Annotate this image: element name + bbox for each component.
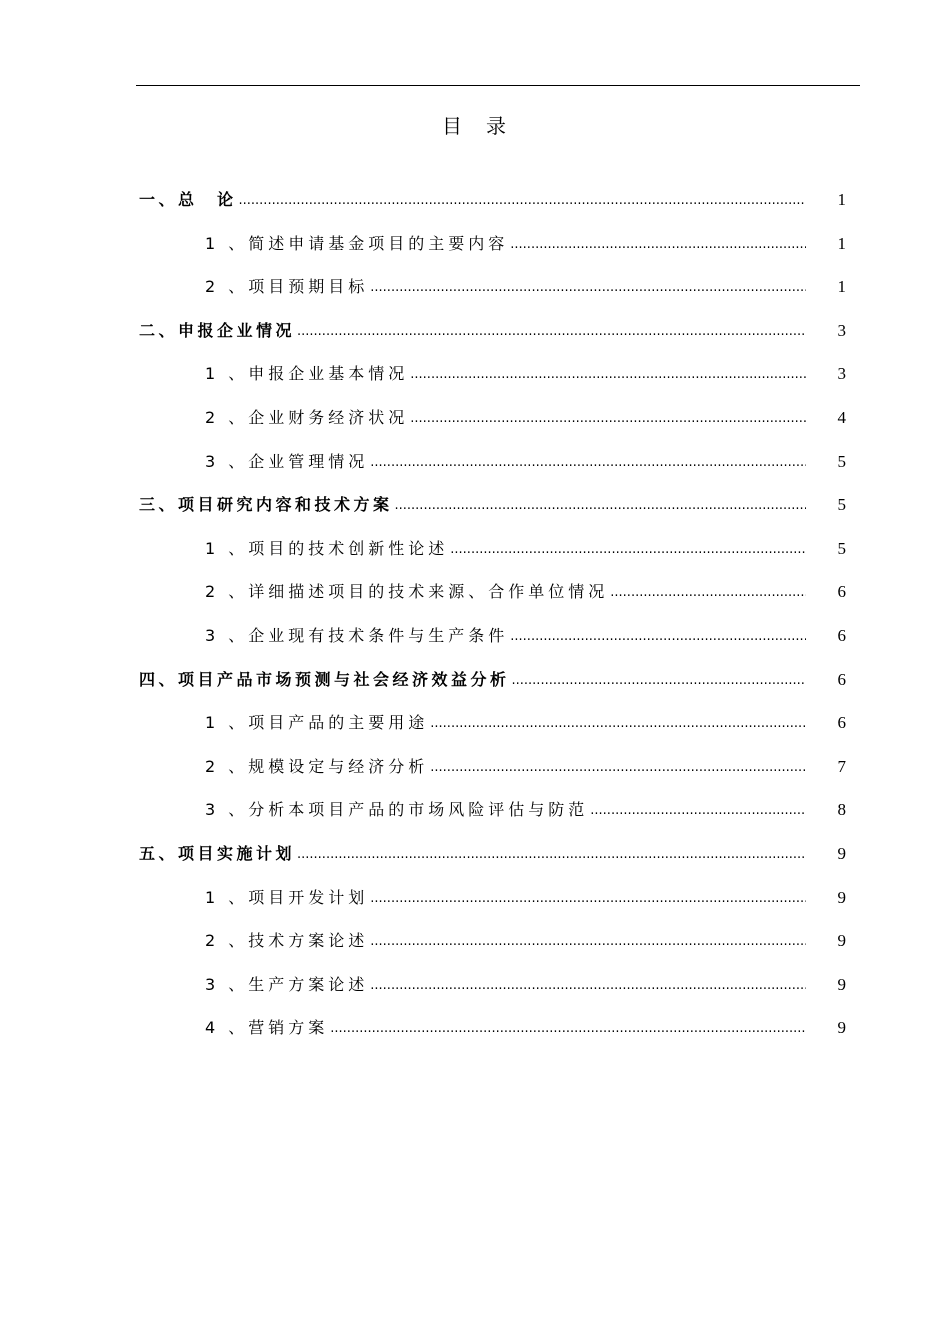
- toc-title: 目 录: [442, 114, 508, 138]
- dot-leader: [430, 707, 806, 741]
- toc-section-entry[interactable]: [139, 881, 846, 925]
- toc-page-number: 9: [837, 931, 846, 951]
- toc-section-entry[interactable]: [139, 270, 846, 314]
- toc-chapter-entry[interactable]: [139, 183, 846, 227]
- toc-page-number: 5: [837, 451, 846, 471]
- toc-section-entry[interactable]: [139, 532, 846, 576]
- toc-page-number: 3: [837, 320, 846, 340]
- toc-entry-label: 3 、企业现有技术条件与生产条件: [205, 625, 509, 645]
- dot-leader: [610, 576, 806, 610]
- toc-entry-label: 4 、营销方案: [205, 1018, 329, 1038]
- toc-entry-label: 三、项目研究内容和技术方案: [139, 495, 393, 515]
- toc-chapter-entry[interactable]: [139, 837, 846, 881]
- toc-section-entry[interactable]: [139, 227, 846, 271]
- toc-section-entry[interactable]: [139, 750, 846, 794]
- dot-leader: [450, 533, 806, 567]
- toc-page-number: 3: [837, 364, 846, 384]
- toc-entry-label: 1 、简述申请基金项目的主要内容: [205, 233, 509, 253]
- toc-page-number: 4: [837, 407, 846, 427]
- dot-leader: [370, 882, 806, 916]
- toc-entry-label: 一、总 论: [139, 190, 237, 209]
- toc-section-entry[interactable]: [139, 924, 846, 968]
- toc-entry-label: 二、申报企业情况: [139, 320, 296, 340]
- toc-entry-label: 2 、规模设定与经济分析: [205, 756, 429, 776]
- toc-section-entry[interactable]: [139, 1011, 846, 1055]
- toc-page-number: 5: [837, 538, 846, 558]
- toc-entry-label: 四、项目产品市场预测与社会经济效益分析: [139, 669, 510, 689]
- dot-leader: [430, 751, 806, 785]
- toc-page-number: 9: [837, 974, 846, 994]
- toc-entry-label: 3 、企业管理情况: [205, 451, 369, 471]
- dot-leader: [512, 664, 806, 698]
- toc-entry-label: 2 、技术方案论述: [205, 931, 369, 951]
- toc-entry-label: 1 、项目产品的主要用途: [205, 713, 429, 733]
- toc-page-number: 6: [837, 582, 846, 602]
- toc-section-entry[interactable]: [139, 706, 846, 750]
- dot-leader: [510, 620, 806, 654]
- header-rule: [136, 85, 860, 86]
- dot-leader: [370, 446, 806, 480]
- toc-page-number: 9: [837, 1018, 846, 1038]
- toc-page-number: 1: [837, 190, 846, 209]
- dot-leader: [330, 1012, 806, 1046]
- dot-leader: [510, 228, 806, 262]
- dot-leader: [395, 489, 806, 523]
- toc-entry-label: 3 、生产方案论述: [205, 974, 369, 994]
- dot-leader: [410, 358, 806, 392]
- dot-leader: [239, 184, 806, 218]
- toc-entry-label: 2 、详细描述项目的技术来源、合作单位情况: [205, 582, 609, 602]
- toc-entry-label: 1 、申报企业基本情况: [205, 364, 409, 384]
- toc-page-number: 1: [837, 277, 846, 297]
- dot-leader: [410, 402, 806, 436]
- toc-entry-label: 2 、企业财务经济状况: [205, 407, 409, 427]
- toc-page-number: 9: [837, 843, 846, 863]
- toc-page-number: 6: [837, 625, 846, 645]
- toc-entry-label: 五、项目实施计划: [139, 843, 296, 863]
- toc-chapter-entry[interactable]: [139, 314, 846, 358]
- toc-section-entry[interactable]: [139, 575, 846, 619]
- toc-section-entry[interactable]: [139, 619, 846, 663]
- toc-chapter-entry[interactable]: [139, 488, 846, 532]
- table-of-contents: [139, 183, 846, 1055]
- toc-page-number: 8: [837, 800, 846, 820]
- toc-page-number: 9: [837, 887, 846, 907]
- dot-leader: [297, 315, 806, 349]
- toc-page-number: 7: [837, 756, 846, 776]
- dot-leader: [370, 925, 806, 959]
- toc-page-number: 6: [837, 713, 846, 733]
- toc-section-entry[interactable]: [139, 968, 846, 1012]
- toc-section-entry[interactable]: [139, 357, 846, 401]
- toc-chapter-entry[interactable]: [139, 663, 846, 707]
- toc-entry-label: 1 、项目开发计划: [205, 887, 369, 907]
- dot-leader: [370, 969, 806, 1003]
- toc-section-entry[interactable]: [139, 445, 846, 489]
- toc-entry-label: 1 、项目的技术创新性论述: [205, 538, 449, 558]
- dot-leader: [297, 838, 806, 872]
- toc-page-number: 1: [837, 233, 846, 253]
- toc-entry-label: 2 、项目预期目标: [205, 277, 369, 297]
- toc-section-entry[interactable]: [139, 401, 846, 445]
- dot-leader: [590, 794, 806, 828]
- toc-section-entry[interactable]: [139, 793, 846, 837]
- toc-page-number: 5: [837, 495, 846, 515]
- toc-entry-label: 3 、分析本项目产品的市场风险评估与防范: [205, 800, 589, 820]
- dot-leader: [370, 271, 806, 305]
- toc-page-number: 6: [837, 669, 846, 689]
